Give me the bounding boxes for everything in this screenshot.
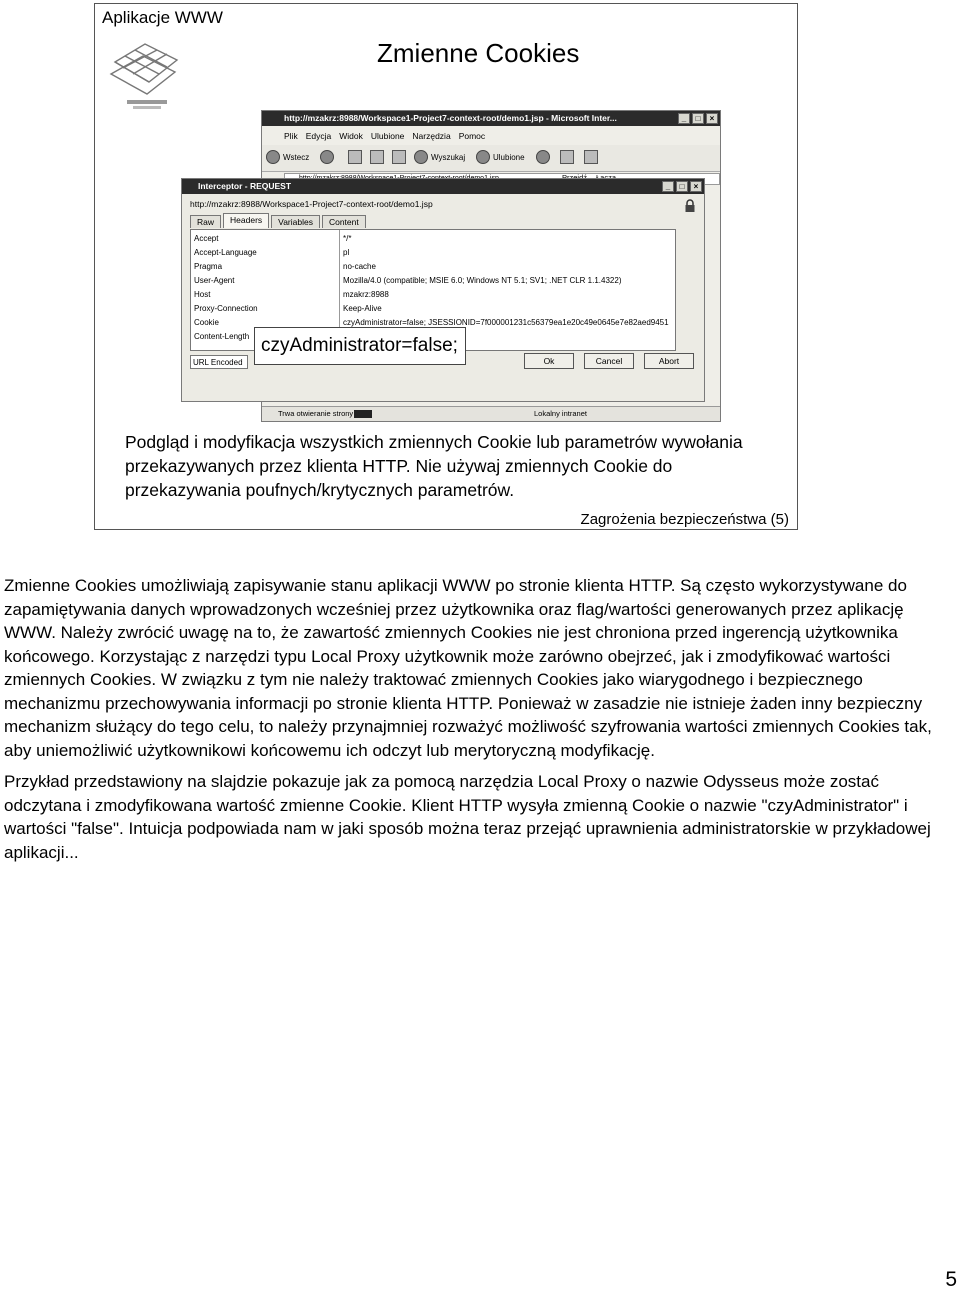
ok-button[interactable]: Ok — [524, 353, 574, 369]
paragraph: Przykład przedstawiony na slajdzie pokazuje jak za pomocą narzędzia Local Proxy o nazwie Odysseus może zostać odczytana i zmodyfikowana wartość zmienne Cookie. Klient HTTP wysyła zmienną Cookie o nazwie "czyAdministrator" i wartości "false". Intuicja podpowiada nam w jaki sposób można teraz przejąć uprawnienia administratorskie w przykładowej aplikacji... — [4, 772, 931, 862]
header-value: Keep-Alive — [343, 304, 382, 313]
status-text: Trwa otwieranie strony — [278, 409, 354, 418]
header-key: User-Agent — [194, 276, 235, 285]
print-button[interactable] — [584, 150, 598, 164]
header-value: pl — [343, 248, 350, 257]
menu-item-favorites[interactable]: Ulubione — [370, 131, 405, 141]
browser-statusbar — [262, 406, 720, 421]
minimize-button[interactable]: _ — [662, 181, 674, 192]
body-text — [4, 574, 956, 872]
search-label: Wyszukaj — [431, 152, 466, 162]
maximize-button[interactable]: □ — [692, 113, 704, 124]
interceptor-window-controls — [662, 181, 702, 192]
interceptor-url: http://mzakrz:8988/Workspace1-Project7-context-root/demo1.jsp — [190, 199, 433, 209]
header-key: Accept — [194, 234, 219, 243]
menu-item-view[interactable]: Widok — [339, 131, 363, 141]
star-icon — [476, 150, 490, 164]
browser-menubar — [284, 131, 485, 141]
slide-app-name: Aplikacje WWW — [102, 8, 223, 27]
abort-button[interactable]: Abort — [644, 353, 694, 369]
close-button[interactable]: × — [690, 181, 702, 192]
header-key: Host — [194, 290, 211, 299]
close-button[interactable]: × — [706, 113, 718, 124]
header-key: Accept-Language — [194, 248, 257, 257]
back-arrow-icon — [266, 150, 280, 164]
header-value: no-cache — [343, 262, 376, 271]
progress-bar — [354, 410, 372, 418]
back-button[interactable] — [266, 150, 309, 164]
refresh-icon — [370, 150, 384, 164]
interceptor-titlebar: Interceptor - REQUEST — [182, 179, 704, 194]
search-button[interactable] — [414, 150, 465, 164]
forward-button[interactable] — [320, 150, 334, 164]
paragraph: Zmienne Cookies umożliwiają zapisywanie stanu aplikacji WWW po stronie klienta HTTP. Są często wykorzystywane do zapamiętywania danych wprowadzonych wcześniej przez użytkownika oraz flag/wartości generowanych przez aplikację WWW. Należy zwrócić uwagę na to, że zawartość zmiennych Cookies nie jest chroniona przed ingerencją użytkownika końcowego. Korzystając z narzędzi typu Local Proxy użytkownik może zarówno obejrzeć, jak i zmodyfikować wartości zmiennych Cookies. W związku z tym nie należy traktować zmiennych Cookies jako wiarygodnego i bezpiecznego mechanizmu przechowywania informacji po stronie klienta HTTP. Ponieważ w zasadzie nie istnieje żaden inny bezpieczny mechanizm służący do tego celu, to należy przynajmniej rozważyć możliwość szyfrowania wartości zmiennych Cookies tak, aby uniemożliwić użytkownikowi końcowemu ich odczyt lub merytoryczną modyfikację. — [4, 576, 932, 760]
table-row[interactable] — [191, 260, 675, 274]
back-label: Wstecz — [283, 152, 310, 162]
tab-raw[interactable]: Raw — [190, 215, 221, 228]
favorites-label: Ulubione — [493, 152, 525, 162]
cookie-zoom-callout: czyAdministrator=false; — [254, 327, 466, 365]
header-value: */* — [343, 234, 352, 243]
minimize-button[interactable]: _ — [678, 113, 690, 124]
tab-headers[interactable]: Headers — [223, 213, 269, 228]
header-value: Mozilla/4.0 (compatible; MSIE 6.0; Windows NT 5.1; SV1; .NET CLR 1.1.4322) — [343, 276, 622, 285]
table-row[interactable] — [191, 232, 675, 246]
lock-icon — [684, 199, 696, 213]
page-number: 5 — [945, 1268, 957, 1291]
stop-button[interactable] — [348, 150, 362, 164]
header-value: mzakrz:8988 — [343, 290, 389, 299]
table-row[interactable] — [191, 288, 675, 302]
interceptor-dialog — [181, 178, 705, 402]
home-button[interactable] — [392, 150, 406, 164]
header-key: Content-Length — [194, 332, 250, 341]
table-row[interactable] — [191, 302, 675, 316]
menu-item-tools[interactable]: Narzędzia — [412, 131, 451, 141]
stop-icon — [348, 150, 362, 164]
favorites-button[interactable] — [476, 150, 525, 164]
menu-item-file[interactable]: Plik — [284, 131, 298, 141]
table-row[interactable] — [191, 274, 675, 288]
slide-title: Zmienne Cookies — [377, 38, 580, 68]
screenshot — [181, 110, 801, 422]
browser-window-controls — [678, 113, 718, 124]
zone-text: Lokalny intranet — [534, 409, 587, 418]
tab-content[interactable]: Content — [322, 215, 366, 228]
header-key: Pragma — [194, 262, 223, 271]
browser-titlebar: http://mzakrz:8988/Workspace1-Project7-context-root/demo1.jsp - Microsoft Inter... — [262, 111, 720, 126]
encoding-select[interactable]: URL Encoded — [190, 355, 248, 369]
print-icon — [584, 150, 598, 164]
grid-logo-icon — [105, 34, 187, 116]
table-row[interactable] — [191, 246, 675, 260]
menu-item-help[interactable]: Pomoc — [458, 131, 486, 141]
forward-arrow-icon — [320, 150, 334, 164]
browser-toolbar — [262, 145, 720, 172]
slide-footer: Zagrożenia bezpieczeństwa (5) — [580, 511, 789, 528]
slide — [94, 3, 798, 530]
interceptor-tabs — [190, 215, 368, 228]
history-button[interactable] — [536, 150, 550, 164]
tab-variables[interactable]: Variables — [271, 215, 320, 228]
header-key: Cookie — [194, 318, 219, 327]
cancel-button[interactable]: Cancel — [584, 353, 634, 369]
search-icon — [414, 150, 428, 164]
header-key: Proxy-Connection — [194, 304, 258, 313]
home-icon — [392, 150, 406, 164]
maximize-button[interactable]: □ — [676, 181, 688, 192]
refresh-button[interactable] — [370, 150, 384, 164]
mail-icon — [560, 150, 574, 164]
header-value: czyAdministrator=false; JSESSIONID=7f000001231c56379ea1e20c49e0645e7e82aed9451 — [343, 318, 669, 327]
mail-button[interactable] — [560, 150, 574, 164]
slide-caption: Podgląd i modyfikacja wszystkich zmiennych Cookie lub parametrów wywołania przekazywanych przez klienta HTTP. Nie używaj zmiennych Cookie do przekazywania poufnych/krytycznych parametrów. — [125, 432, 743, 500]
menu-item-edit[interactable]: Edycja — [305, 131, 332, 141]
history-icon — [536, 150, 550, 164]
